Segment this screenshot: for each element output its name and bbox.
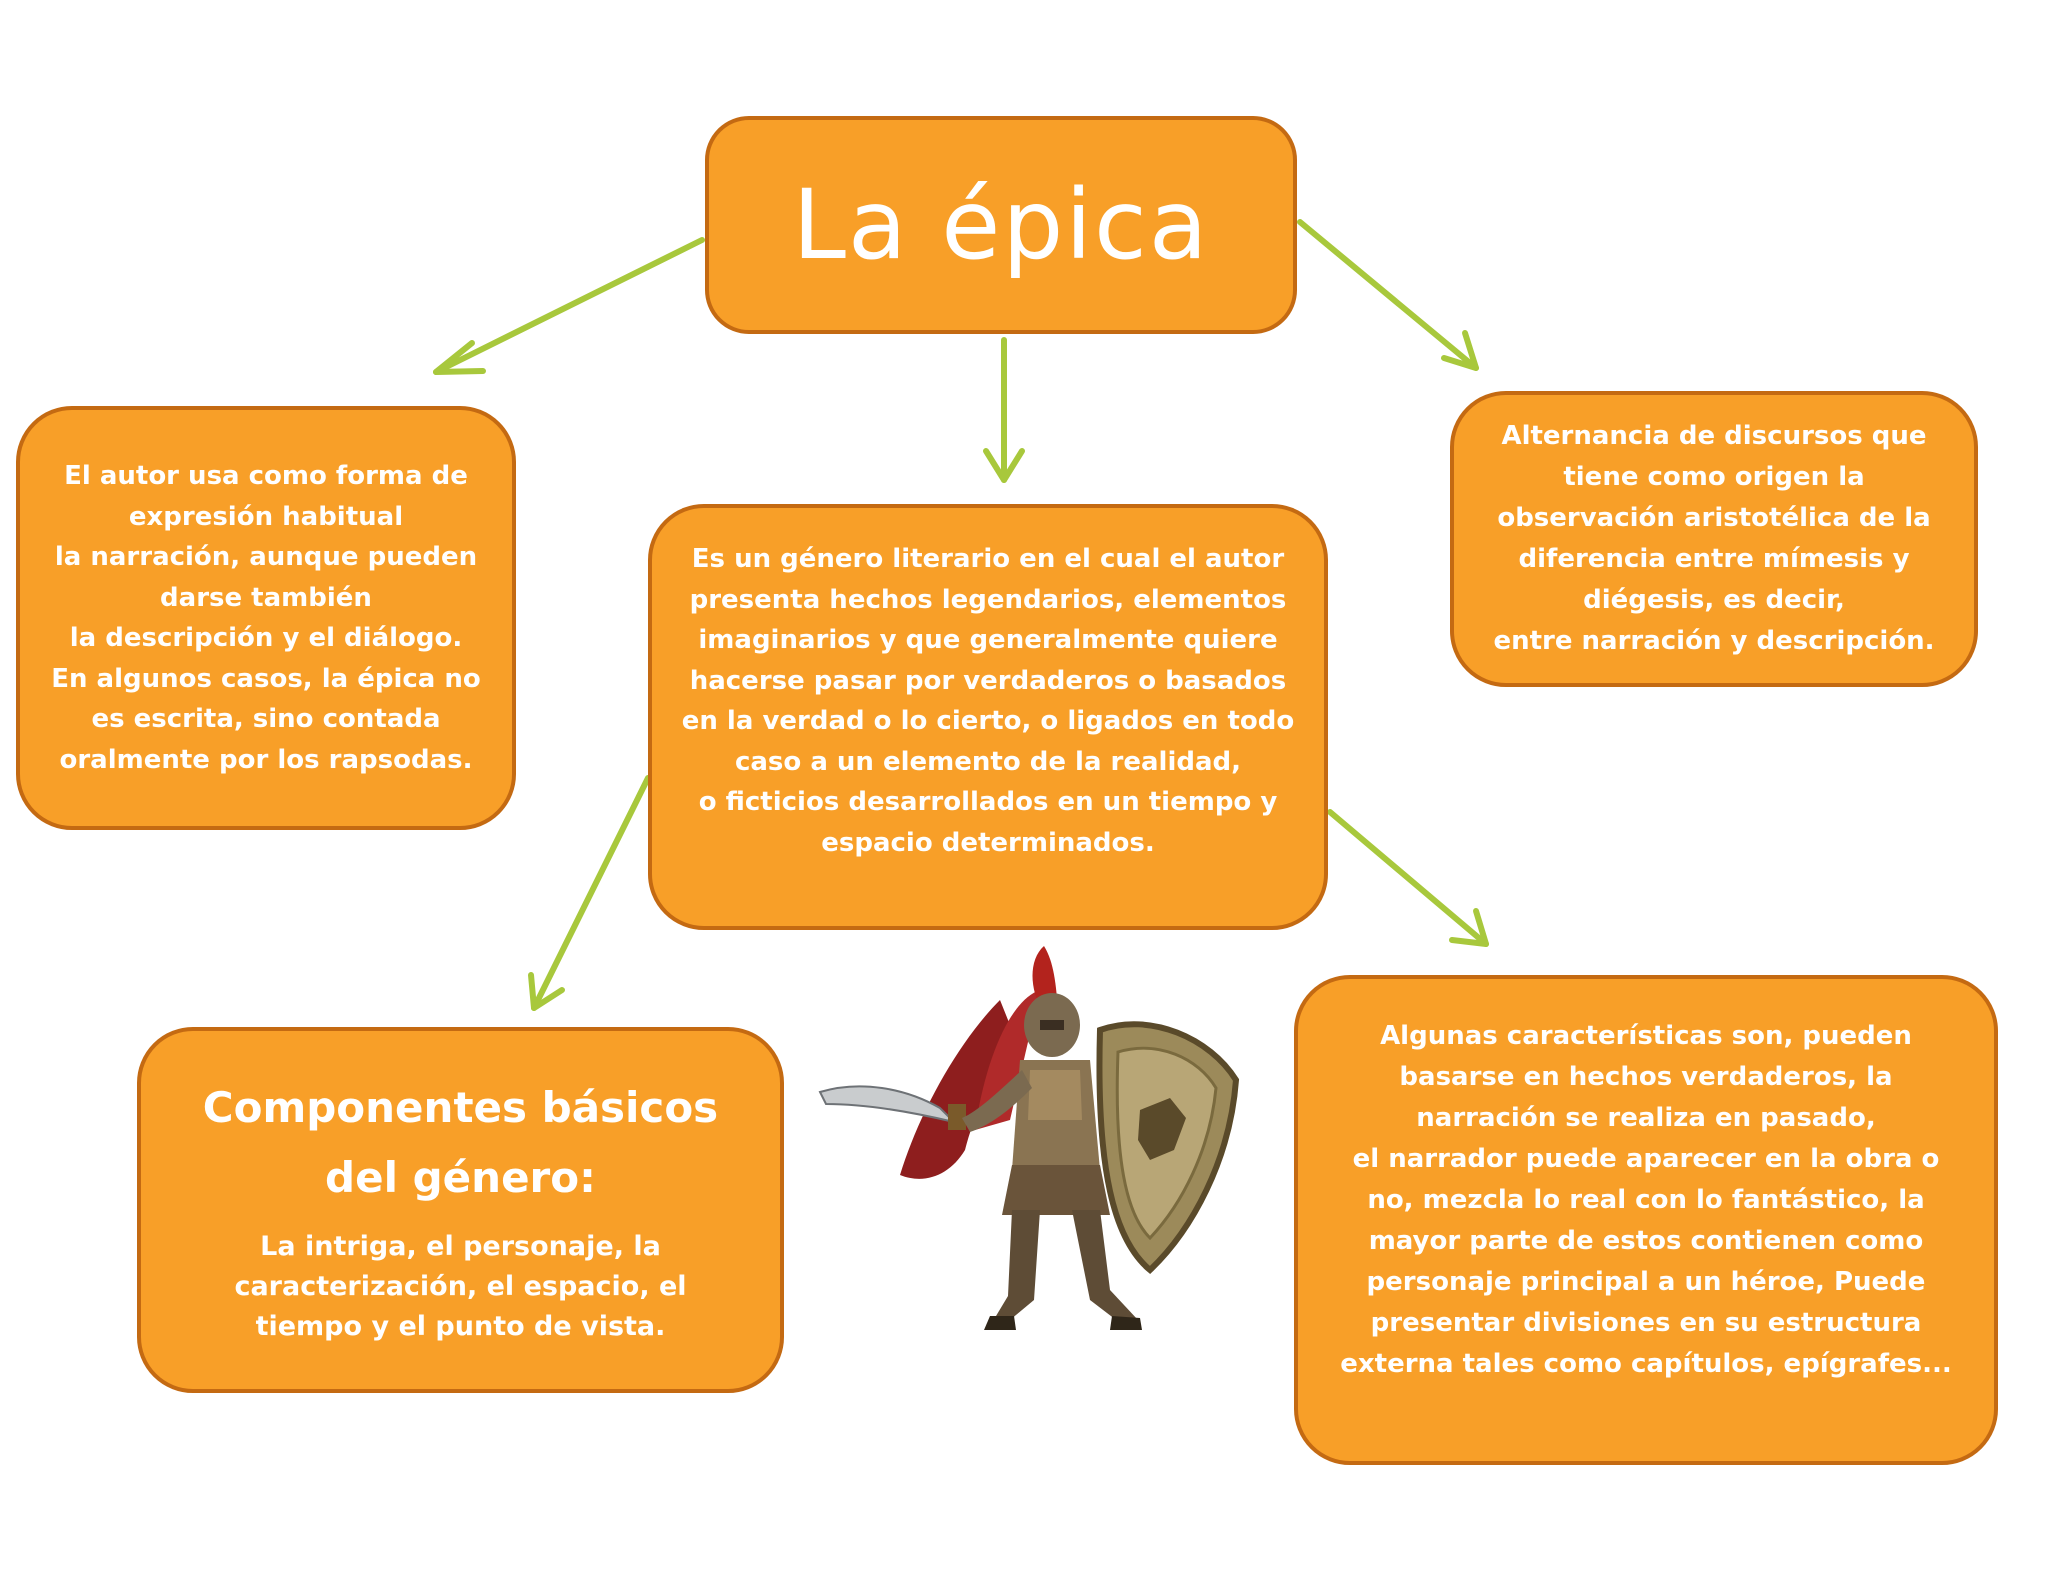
node-narration-text: El autor usa como forma de expresión habitual la narración, aunque pueden darse también la descripción y el diálogo. En algunos casos, la épica no es escrita, sino contada oralmente por los rapsodas. <box>51 461 481 775</box>
diagram-title: La épica <box>792 169 1210 281</box>
node-components-text: La intriga, el personaje, la caracterización, el espacio, el tiempo y el punto de vista. <box>234 1231 687 1342</box>
node-definition-text: Es un género literario en el cual el autor presenta hechos legendarios, elementos imaginarios y que generalmente quiere hacerse pasar por verdaderos o basados en la verdad o lo cierto, o ligados en todo caso a un elemento de la realidad, o ficticios desarrollados en un tiempo y espacio determinados. <box>681 544 1295 858</box>
node-features-text: Algunas características son, pueden basarse en hechos verdaderos, la narración se realiza en pasado, el narrador puede aparecer en la obra o no, mezcla lo real con lo fantástico, la mayor parte de estos contienen como personaje principal a un héroe, Puede presentar divisiones en su estructura externa tales como capítulos, epígrafes... <box>1340 1020 1952 1379</box>
node-discourse-text: Alternancia de discursos que tiene como origen la observación aristotélica de la diferencia entre mímesis y diégesis, es decir, entre narración y descripción. <box>1493 421 1935 656</box>
node-components-heading: Componentes básicos del género: <box>202 1083 719 1202</box>
